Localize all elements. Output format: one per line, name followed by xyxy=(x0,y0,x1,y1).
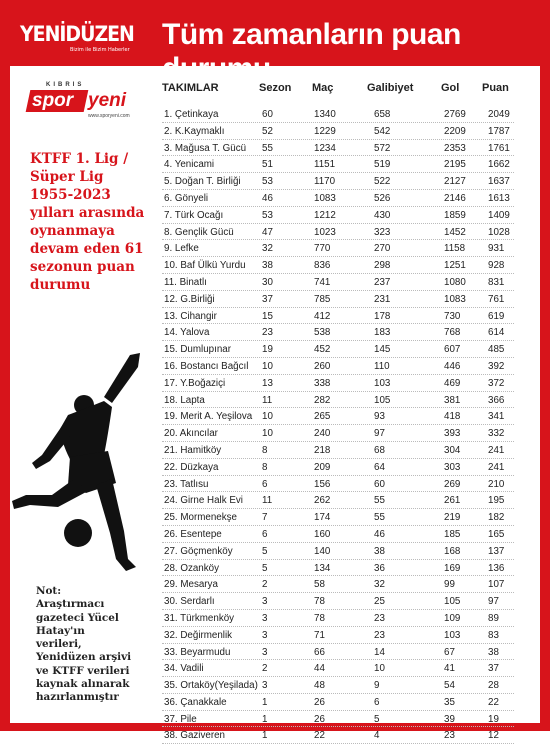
cell-sezon: 60 xyxy=(262,109,273,120)
table-row xyxy=(162,123,514,140)
table-row xyxy=(162,140,514,157)
cell-puan: 137 xyxy=(488,545,505,557)
table-row xyxy=(162,526,514,543)
table-row xyxy=(162,240,514,257)
cell-galibiyet: 38 xyxy=(374,545,385,557)
cell-puan: 1613 xyxy=(488,192,510,204)
cell-galibiyet: 145 xyxy=(374,344,391,356)
table-row xyxy=(162,492,514,509)
logo-spor: spor xyxy=(32,90,74,111)
cell-mac: 22 xyxy=(314,730,325,742)
table-header xyxy=(162,82,514,100)
cell-gol: 169 xyxy=(444,562,461,574)
cell-sezon: 1 xyxy=(262,696,268,708)
cell-team: 9. Lefke xyxy=(164,243,199,255)
cell-galibiyet: 526 xyxy=(374,192,391,204)
cell-puan: 1761 xyxy=(488,142,510,154)
cell-sezon: 2 xyxy=(262,579,268,591)
table-row xyxy=(162,509,514,526)
logo-yeni: yeni xyxy=(88,90,127,111)
cell-team: 26. Esentepe xyxy=(164,528,222,540)
cell-galibiyet: 68 xyxy=(374,444,385,456)
cell-mac: 1083 xyxy=(314,192,336,204)
cell-puan: 136 xyxy=(488,562,505,574)
source-note: Not: Araştırmacı gazeteci Yücel Hatay'ın verileri, Yenidüzen arşivi ve KTFF verileri kaynak alınarak hazırlanmıştır xyxy=(36,585,132,704)
cell-mac: 44 xyxy=(314,663,325,675)
cell-puan: 2049 xyxy=(488,109,510,120)
table-row xyxy=(162,694,514,711)
cell-mac: 770 xyxy=(314,243,331,255)
cell-galibiyet: 23 xyxy=(374,629,385,641)
cell-gol: 23 xyxy=(444,730,455,742)
cell-team: 2. K.Kaymaklı xyxy=(164,125,225,137)
cell-sezon: 15 xyxy=(262,310,273,322)
table-row xyxy=(162,106,514,123)
cell-galibiyet: 5 xyxy=(374,713,380,725)
cell-puan: 97 xyxy=(488,596,499,608)
cell-sezon: 6 xyxy=(262,528,268,540)
cell-galibiyet: 542 xyxy=(374,125,391,137)
cell-puan: 195 xyxy=(488,495,505,507)
cell-mac: 412 xyxy=(314,310,331,322)
table-row xyxy=(162,476,514,493)
cell-puan: 928 xyxy=(488,260,505,272)
cell-sezon: 1 xyxy=(262,730,268,742)
cell-mac: 78 xyxy=(314,596,325,608)
cell-mac: 741 xyxy=(314,276,331,288)
cell-puan: 931 xyxy=(488,243,505,255)
cell-puan: 22 xyxy=(488,696,499,708)
cell-team: 18. Lapta xyxy=(164,394,205,406)
cell-mac: 78 xyxy=(314,612,325,624)
cell-mac: 1151 xyxy=(314,159,336,171)
table-row xyxy=(162,224,514,241)
newspaper-logo: YENİDÜZEN xyxy=(20,22,134,46)
cell-puan: 366 xyxy=(488,394,505,406)
header-sezon: Sezon xyxy=(259,82,292,94)
cell-team: 38. Gaziveren xyxy=(164,730,225,742)
cell-gol: 99 xyxy=(444,579,455,591)
cell-galibiyet: 60 xyxy=(374,478,385,490)
cell-galibiyet: 430 xyxy=(374,209,391,221)
cell-mac: 282 xyxy=(314,394,331,406)
cell-galibiyet: 9 xyxy=(374,680,380,692)
cell-sezon: 38 xyxy=(262,260,273,272)
table-row xyxy=(162,156,514,173)
cell-puan: 1662 xyxy=(488,159,510,171)
cell-puan: 241 xyxy=(488,444,505,456)
cell-sezon: 1 xyxy=(262,713,268,725)
cell-gol: 469 xyxy=(444,377,461,389)
cell-mac: 160 xyxy=(314,528,331,540)
cell-puan: 107 xyxy=(488,579,505,591)
cell-galibiyet: 64 xyxy=(374,461,385,473)
table-row xyxy=(162,442,514,459)
cell-gol: 2127 xyxy=(444,176,466,188)
cell-mac: 71 xyxy=(314,629,325,641)
cell-sezon: 2 xyxy=(262,663,268,675)
table-row xyxy=(162,593,514,610)
cell-gol: 1083 xyxy=(444,293,466,305)
table-row xyxy=(162,358,514,375)
cell-galibiyet: 572 xyxy=(374,142,391,154)
cell-gol: 303 xyxy=(444,461,461,473)
cell-team: 20. Akıncılar xyxy=(164,428,218,440)
cell-galibiyet: 231 xyxy=(374,293,391,305)
cell-team: 7. Türk Ocağı xyxy=(164,209,224,221)
table-row xyxy=(162,324,514,341)
cell-team: 11. Binatlı xyxy=(164,276,207,288)
cell-puan: 1409 xyxy=(488,209,510,221)
logo-url: www.sporyeni.com xyxy=(88,113,130,119)
cell-gol: 2146 xyxy=(444,192,466,204)
table-row xyxy=(162,644,514,661)
cell-gol: 381 xyxy=(444,394,461,406)
cell-gol: 103 xyxy=(444,629,461,641)
standings-table xyxy=(162,82,514,742)
cell-galibiyet: 55 xyxy=(374,512,385,524)
cell-puan: 1637 xyxy=(488,176,510,188)
cell-team: 15. Dumlupınar xyxy=(164,344,231,356)
table-row xyxy=(162,459,514,476)
cell-team: 27. Göçmenköy xyxy=(164,545,233,557)
table-row xyxy=(162,207,514,224)
cell-sezon: 10 xyxy=(262,428,273,440)
cell-puan: 332 xyxy=(488,428,505,440)
cell-gol: 1080 xyxy=(444,276,466,288)
cell-team: 3. Mağusa T. Gücü xyxy=(164,142,247,154)
page-title: Tüm zamanların puan durumu xyxy=(162,18,461,85)
logo-kibris: KIBRIS xyxy=(46,82,85,88)
cell-galibiyet: 658 xyxy=(374,109,391,120)
cell-gol: 730 xyxy=(444,310,461,322)
cell-gol: 2195 xyxy=(444,159,466,171)
cell-puan: 19 xyxy=(488,713,499,725)
header-team: TAKIMLAR xyxy=(162,82,219,94)
cell-puan: 241 xyxy=(488,461,505,473)
cell-mac: 538 xyxy=(314,327,331,339)
cell-sezon: 51 xyxy=(262,159,273,171)
cell-galibiyet: 36 xyxy=(374,562,385,574)
cell-gol: 105 xyxy=(444,596,461,608)
cell-team: 22. Düzkaya xyxy=(164,461,219,473)
cell-galibiyet: 46 xyxy=(374,528,385,540)
cell-team: 37. Pile xyxy=(164,713,197,725)
cell-team: 6. Gönyeli xyxy=(164,192,209,204)
cell-mac: 1340 xyxy=(314,109,336,120)
cell-team: 23. Tatlısu xyxy=(164,478,209,490)
cell-team: 13. Cihangir xyxy=(164,310,217,322)
cell-galibiyet: 237 xyxy=(374,276,391,288)
cell-team: 16. Bostancı Bağcıl xyxy=(164,360,249,372)
cell-sezon: 11 xyxy=(262,394,273,406)
cell-sezon: 11 xyxy=(262,495,273,507)
cell-team: 28. Ozanköy xyxy=(164,562,220,574)
cell-puan: 28 xyxy=(488,680,499,692)
cell-gol: 304 xyxy=(444,444,461,456)
table-row xyxy=(162,308,514,325)
table-rows xyxy=(162,106,514,744)
cell-galibiyet: 55 xyxy=(374,495,385,507)
cell-galibiyet: 10 xyxy=(374,663,385,675)
sporyeni-logo xyxy=(28,82,140,122)
table-row xyxy=(162,375,514,392)
cell-gol: 607 xyxy=(444,344,461,356)
cell-puan: 485 xyxy=(488,344,505,356)
cell-mac: 66 xyxy=(314,646,325,658)
cell-puan: 831 xyxy=(488,276,505,288)
cell-sezon: 3 xyxy=(262,646,268,658)
cell-sezon: 3 xyxy=(262,612,268,624)
cell-puan: 182 xyxy=(488,512,505,524)
cell-puan: 341 xyxy=(488,411,505,423)
cell-mac: 1170 xyxy=(314,176,336,188)
cell-team: 36. Çanakkale xyxy=(164,696,227,708)
description-text: KTFF 1. Lig / Süper Lig 1955-2023 yılları arasında oynanmaya devam eden 61 sezonun puan durumu xyxy=(30,151,145,293)
cell-sezon: 52 xyxy=(262,125,273,137)
cell-puan: 12 xyxy=(488,730,499,742)
cell-sezon: 5 xyxy=(262,562,268,574)
table-row xyxy=(162,190,514,207)
cell-sezon: 23 xyxy=(262,327,273,339)
cell-gol: 54 xyxy=(444,680,455,692)
cell-team: 10. Baf Ülkü Yurdu xyxy=(164,260,246,272)
table-row xyxy=(162,610,514,627)
cell-galibiyet: 183 xyxy=(374,327,391,339)
cell-mac: 452 xyxy=(314,344,331,356)
cell-gol: 168 xyxy=(444,545,461,557)
cell-mac: 218 xyxy=(314,444,331,456)
cell-team: 12. G.Birliği xyxy=(164,293,215,305)
football-player-silhouette-icon xyxy=(12,345,162,585)
cell-gol: 1158 xyxy=(444,243,466,255)
table-row xyxy=(162,727,514,744)
cell-mac: 265 xyxy=(314,411,331,423)
cell-puan: 1028 xyxy=(488,226,510,238)
cell-gol: 418 xyxy=(444,411,461,423)
cell-team: 24. Girne Halk Evi xyxy=(164,495,243,507)
cell-galibiyet: 97 xyxy=(374,428,385,440)
table-row xyxy=(162,274,514,291)
cell-mac: 58 xyxy=(314,579,325,591)
cell-galibiyet: 32 xyxy=(374,579,385,591)
cell-mac: 260 xyxy=(314,360,331,372)
cell-puan: 619 xyxy=(488,310,505,322)
cell-galibiyet: 519 xyxy=(374,159,391,171)
cell-galibiyet: 14 xyxy=(374,646,385,658)
cell-gol: 269 xyxy=(444,478,461,490)
cell-puan: 761 xyxy=(488,293,505,305)
cell-team: 21. Hamitköy xyxy=(164,444,222,456)
cell-galibiyet: 270 xyxy=(374,243,391,255)
cell-sezon: 46 xyxy=(262,192,273,204)
table-row xyxy=(162,173,514,190)
cell-gol: 2353 xyxy=(444,142,466,154)
cell-gol: 393 xyxy=(444,428,461,440)
cell-mac: 156 xyxy=(314,478,331,490)
cell-puan: 614 xyxy=(488,327,505,339)
cell-puan: 37 xyxy=(488,663,499,675)
table-row xyxy=(162,627,514,644)
cell-gol: 41 xyxy=(444,663,455,675)
cell-team: 5. Doğan T. Birliği xyxy=(164,176,241,188)
cell-mac: 1229 xyxy=(314,125,336,137)
cell-sezon: 47 xyxy=(262,226,273,238)
cell-mac: 240 xyxy=(314,428,331,440)
table-row xyxy=(162,560,514,577)
cell-team: 30. Serdarlı xyxy=(164,596,215,608)
cell-galibiyet: 298 xyxy=(374,260,391,272)
cell-mac: 26 xyxy=(314,696,325,708)
header-galibiyet: Galibiyet xyxy=(367,82,414,94)
table-row xyxy=(162,660,514,677)
cell-team: 34. Vadili xyxy=(164,663,204,675)
cell-gol: 2209 xyxy=(444,125,466,137)
cell-mac: 338 xyxy=(314,377,331,389)
cell-sezon: 10 xyxy=(262,411,273,423)
cell-team: 33. Beyarmudu xyxy=(164,646,231,658)
header-gol: Gol xyxy=(441,82,460,94)
cell-puan: 372 xyxy=(488,377,505,389)
cell-gol: 768 xyxy=(444,327,461,339)
cell-gol: 39 xyxy=(444,713,455,725)
table-row xyxy=(162,341,514,358)
cell-gol: 109 xyxy=(444,612,461,624)
cell-team: 35. Ortaköy(Yeşilada) xyxy=(164,680,258,692)
cell-sezon: 53 xyxy=(262,209,273,221)
cell-puan: 1787 xyxy=(488,125,510,137)
cell-gol: 35 xyxy=(444,696,455,708)
table-row xyxy=(162,291,514,308)
cell-mac: 1212 xyxy=(314,209,336,221)
cell-galibiyet: 103 xyxy=(374,377,391,389)
cell-sezon: 13 xyxy=(262,377,273,389)
cell-sezon: 55 xyxy=(262,142,273,154)
cell-team: 19. Merit A. Yeşilova xyxy=(164,411,253,423)
cell-puan: 392 xyxy=(488,360,505,372)
cell-puan: 38 xyxy=(488,646,499,658)
cell-sezon: 53 xyxy=(262,176,273,188)
cell-team: 4. Yenicami xyxy=(164,159,215,171)
cell-puan: 210 xyxy=(488,478,505,490)
cell-sezon: 37 xyxy=(262,293,273,305)
cell-gol: 185 xyxy=(444,528,461,540)
cell-sezon: 7 xyxy=(262,512,268,524)
cell-mac: 836 xyxy=(314,260,331,272)
cell-galibiyet: 178 xyxy=(374,310,391,322)
cell-team: 1. Çetinkaya xyxy=(164,109,219,120)
header-puan: Puan xyxy=(482,82,509,94)
cell-sezon: 3 xyxy=(262,596,268,608)
cell-mac: 48 xyxy=(314,680,325,692)
cell-team: 31. Türkmenköy xyxy=(164,612,235,624)
cell-mac: 209 xyxy=(314,461,331,473)
cell-sezon: 10 xyxy=(262,360,273,372)
table-row xyxy=(162,408,514,425)
cell-galibiyet: 23 xyxy=(374,612,385,624)
cell-team: 25. Mormenekşe xyxy=(164,512,237,524)
cell-mac: 1023 xyxy=(314,226,336,238)
cell-sezon: 30 xyxy=(262,276,273,288)
cell-sezon: 8 xyxy=(262,461,268,473)
table-row xyxy=(162,677,514,694)
cell-sezon: 19 xyxy=(262,344,273,356)
cell-galibiyet: 110 xyxy=(374,360,390,372)
cell-puan: 165 xyxy=(488,528,505,540)
cell-galibiyet: 25 xyxy=(374,596,385,608)
cell-gol: 1452 xyxy=(444,226,466,238)
cell-mac: 785 xyxy=(314,293,331,305)
cell-mac: 174 xyxy=(314,512,331,524)
cell-gol: 1251 xyxy=(444,260,466,272)
cell-galibiyet: 93 xyxy=(374,411,385,423)
cell-team: 8. Gençlik Gücü xyxy=(164,226,234,238)
cell-mac: 26 xyxy=(314,713,325,725)
cell-sezon: 6 xyxy=(262,478,268,490)
cell-sezon: 3 xyxy=(262,629,268,641)
cell-mac: 140 xyxy=(314,545,331,557)
table-row xyxy=(162,711,514,728)
cell-gol: 446 xyxy=(444,360,461,372)
cell-galibiyet: 105 xyxy=(374,394,391,406)
newspaper-logo-tagline: Bizim ile Bizim Haberler xyxy=(70,47,130,53)
cell-sezon: 8 xyxy=(262,444,268,456)
cell-team: 17. Y.Boğaziçi xyxy=(164,377,226,389)
cell-team: 14. Yalova xyxy=(164,327,210,339)
cell-sezon: 32 xyxy=(262,243,273,255)
cell-mac: 134 xyxy=(314,562,331,574)
cell-gol: 219 xyxy=(444,512,461,524)
cell-galibiyet: 6 xyxy=(374,696,380,708)
cell-team: 29. Mesarya xyxy=(164,579,218,591)
cell-galibiyet: 4 xyxy=(374,730,380,742)
cell-gol: 1859 xyxy=(444,209,466,221)
table-row xyxy=(162,392,514,409)
cell-puan: 89 xyxy=(488,612,499,624)
header-mac: Maç xyxy=(312,82,334,94)
cell-galibiyet: 323 xyxy=(374,226,391,238)
cell-mac: 262 xyxy=(314,495,331,507)
cell-sezon: 3 xyxy=(262,680,268,692)
table-row xyxy=(162,257,514,274)
cell-gol: 261 xyxy=(444,495,461,507)
cell-sezon: 5 xyxy=(262,545,268,557)
cell-galibiyet: 522 xyxy=(374,176,391,188)
cell-team: 32. Değirmenlik xyxy=(164,629,233,641)
cell-gol: 2769 xyxy=(444,109,466,120)
cell-gol: 67 xyxy=(444,646,455,658)
cell-puan: 83 xyxy=(488,629,499,641)
cell-mac: 1234 xyxy=(314,142,336,154)
table-row xyxy=(162,543,514,560)
table-row xyxy=(162,576,514,593)
table-row xyxy=(162,425,514,442)
